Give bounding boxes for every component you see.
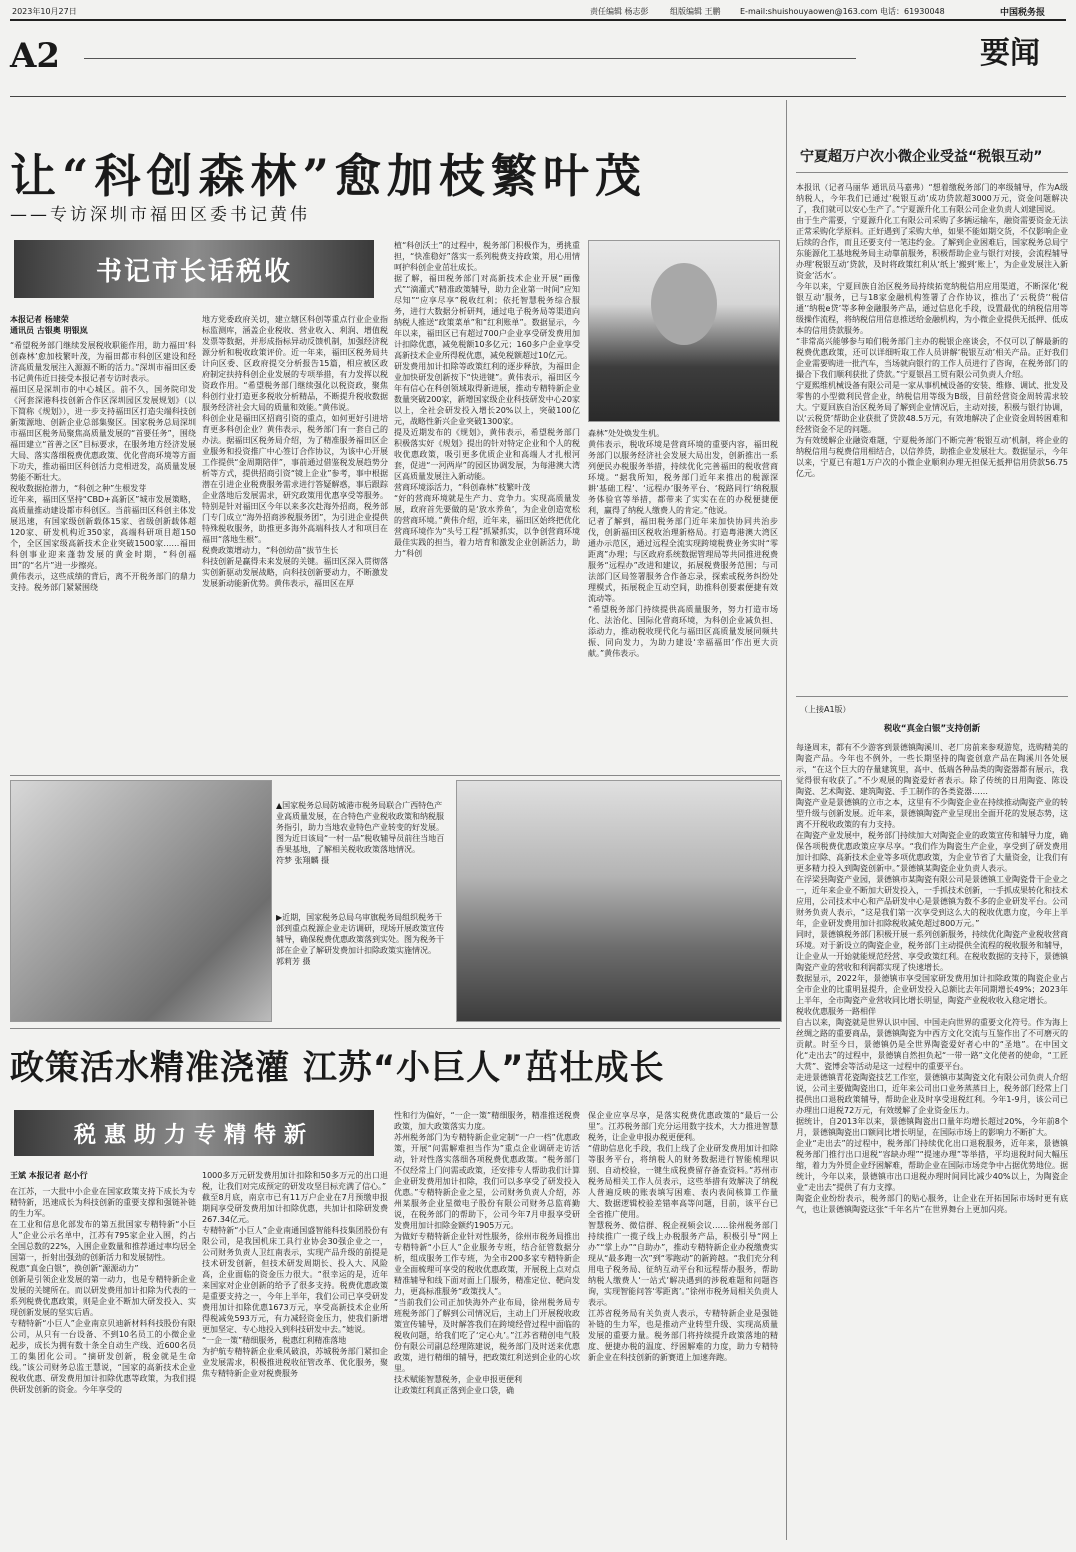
lead-column-4: 森林”处处焕发生机。 黄伟表示，税收环境是营商环境的重要内容，福田税务部门以服务经济社会发展大局出发，创新推出一系列便民办税服务举措，持续优化完善福田的税收营商环境。“据我所知，税务部门近年来推出的税源深耕‘基础工程’、‘远程办’服务平台、‘税路同行’纳税服务体验官等举措，都带来了实实在在的办税便捷便利，赢得了纳税人缴费人的肯定。”他说。 记者了解到，福田税务部门近年来加快协同共治步伐，创新福田区税收治理新格局。打造粤港澳大湾区通办示范区，通过远程全流实现跨境税费业务实时“零距离”办理；与区政府系统数据管理局等共同推进税费服务“远程办”改进和建议，拓展税费服务范围；与司法部门区局签署服务合作备忘录，探索或税务纠纷处理模式，拓展税企互动空间，助推科创要素便捷有效流动等。 “希望税务部门持续提供高质量服务，努力打造市场化、法治化、国际化营商环境，为科创企业减负担、添动力，推动税收现代化与福田区高质量发展同频共振、同向发力，为助力建设‘幸福福田’作出更大贡献。”黄伟表示。 bbox=[588, 429, 778, 658]
page-number-rule bbox=[84, 58, 856, 59]
second-byline: 王斌 本报记者 赵小行 bbox=[10, 1171, 88, 1180]
photo-rule-bottom bbox=[10, 1028, 780, 1029]
photo-left bbox=[10, 780, 272, 1022]
second-column-3: 性和行为偏好，“一企一策”精细服务，精准推送税费政策，加大政策落实力度。 苏州税务部门为专精特新企业定制“一户一档”优惠政策，开展“问需解难担当作为”重点企业调研走访活动，针对性落实落细各项税费优惠政策。“税务部门不仅经常上门问需或政策，还安排专人帮助我们计算企业研发费用加计扣除，我们可以多享受了研发投入优惠。”专精特新企业之星，公司财务负责人介绍，苏州某服务企业星微电子股份有限公司财务总监蒋勤说，在税务部门的帮助下，公司今年7月申报享受研发费用加计扣除金额约1905万元。 为做好专精特新企业针对性服务，徐州市税务局推出专精特新“小巨人”企业服务专班，结合征管数据分析，组成服务工作专班，为全市200多家专精特新企业全面梳理可享受的税收优惠政策，开展税上点对点精准辅导和线下面对面上门服务，精准定位、靶向发力，更高标准服务“政策找人”。 “当前我们公司正加快海外产业布局，徐州税务局专班税务部门了解到公司情况后，主动上门开展税收政策宣传辅导，及时解答我们在跨境经营过程中面临的税收问题，给我们吃了‘定心丸’。”江苏省精创电气股份有限公司副总经理陈建说，税务部门及时送来优惠政策，进行精细的辅导，把政策红利送到企业的心坎里。 技术赋能智慧税务，企业申报更便利 让政策红利真正落到企业口袋，确 bbox=[394, 1111, 580, 1395]
right-bottom-body: 每逢周末，都有不少游客到景德镇陶溪川、老厂房前来参观游览，选购精美的陶瓷产品。今年也不例外，一些长期坚持的陶瓷创意产品在陶溪川各处展示，“在这个巨大的存量建筑里，高中、低端各种品类的陶瓷器都有展示，我觉得很有收获了。”不少观展的陶瓷爱好者表示。除了传统的日用陶瓷、陈设陶瓷、艺术陶瓷、建筑陶瓷、手工制作的各类瓷器…… 陶瓷产业是景德镇的立市之本，这里有不少陶瓷企业在持续推动陶瓷产业的转型升级与创新发展。近年来，景德镇陶瓷产业呈现出全面开花的发展态势，这离不开税收政策的有力支持。 在陶瓷产业发展中，税务部门持续加大对陶瓷企业的政策宣传和辅导力度，确保各项税费优惠政策应享尽享。“我们作为陶瓷生产企业，享受到了研发费用加计扣除、高新技术企业等多项优惠政策，为企业节省了大量资金，让我们有更多精力投入到陶瓷创新中。”景德镇某陶瓷企业负责人表示。 在浮梁县陶瓷产业园，景德镇市某陶瓷有限公司是景德镇工业陶瓷骨干企业之一，近年来企业不断加大研发投入，一手抓技术创新，一手抓成果转化和技术应用，公司技术中心和产品研发中心是景德镇为数不多的企业研发平台。公司财务负责人表示，“这是我们第一次享受到这么大的税收优惠力度，今年上半年，企业研发费用加计扣除税收减免超过800万元。” 同时，景德镇税务部门积极开展一系列创新服务，持续优化陶瓷产业税收营商环境。对于新设立的陶瓷企业，税务部门主动提供全流程的税收服务和辅导，让企业从一开始就能规范经营、享受政策红利。在税收数据的支持下，景德镇陶瓷产业的营收和利润都实现了快速增长。 数据显示，2022年，景德镇市享受国家研发费用加计扣除政策的陶瓷企业占全市企业的比重明显提升，企业研发投入总额比去年同期增长49%；2023年上半年，全市陶瓷产业营收同比增长明显，陶瓷产业税收收入稳定增长。 税收优惠服务一路相伴 自古以来，陶瓷就是世界认识中国、中国走向世界的重要文化符号。作为海上丝绸之路的重要商品，景德镇陶瓷为中西方文化交流与互鉴作出了不可磨灭的贡献。时至今日，景德镇仍是全世界陶瓷爱好者心中的“圣地”。在中国文化“走出去”的过程中，景德镇自然担负起“一带一路”文化使者的使命，“工匠大赏”、瓷博会等活动是这一过程中的重要平台。 走进景德镇青花瓷陶瓷技艺工作室，景德镇市某陶瓷文化有限公司负责人介绍说，公司主要做陶瓷出口，近年来公司出口业务蒸蒸日上，税务部门经常上门提供出口退税政策辅导，帮助企业及时享受退税红利。今年1-9月，该公司已办理出口退税72万元，有效缓解了企业资金压力。 据统计，自2013年以来，景德镇陶瓷出口量年均增长超过20%，今年前8个月，景德镇陶瓷出口额同比增长明显，在国际市场上的影响力不断扩大。 企业“走出去”的过程中，税务部门持续优化出口退税服务，近年来，景德镇税务部门推行出口退税“容缺办理”“提速办理”等举措，平均退税时间大幅压缩，着力为外贸企业纾困解难，帮助企业在国际市场竞争中占据优势地位。据统计，今年以来，景德镇市出口退税办理时间同比减少40%以上，为陶瓷企业“走出去”提供了有力支撑。 陶瓷企业纷纷表示，税务部门的贴心服务，让企业在开拓国际市场时更有底气，也让景德镇陶瓷这张“千年名片”在世界舞台上更加闪亮。 bbox=[796, 743, 1068, 1214]
header-date: 2023年10月27日 bbox=[12, 7, 77, 16]
lead-headline: 让“科创森林”愈加枝繁叶茂 bbox=[10, 149, 647, 203]
right-mid-rule bbox=[796, 696, 1068, 697]
header-layout-editor: 组版编辑 王鹏 bbox=[670, 7, 721, 16]
continued-from: （上接A1版） bbox=[800, 705, 851, 714]
header-editor: 责任编辑 杨志彭 bbox=[590, 7, 649, 16]
second-column-banner-text: 税惠助力专精特新 bbox=[73, 1121, 314, 1148]
lead-byline: 本报记者 杨建荣 通讯员 古银奥 明银岚 bbox=[10, 315, 88, 335]
lead-column-2: 地方党委政府关切，建立辖区科创等重点行业企业指标监测库，涵盖企业税收、营业收入、利润、增值税发票等数据，并形成指标异动反馈机制，加强经济税源分析和税收政策评价。近一年来，福田区税务局共计向区委、区政府提交分析报告15篇，相应被区政府制定扶持科创企业发展的专项举措，有力发挥以税资政作用。“希望税务部门继续强化以税资政，聚焦科创行业打造更多税收分析精品，不断提升税收数据服务经济社会大局的质量和效能。”黄伟说。 科创企业是福田区招商引资的重点，如何更好引进培育更多科创企业？黄伟表示，税务部门有一套自己的办法。据福田区税务局介绍，为了精准服务福田区企业服务和投资推广中心签订合作协议，为该中心开展工作提供“金周期陪伴”，事前通过借鉴税发展趋势分析等方式，提供招商引资“镜上企业”参考，事中根据潜在引进企业税费服务需求进行答疑解惑，事后跟踪企业落地后发展需求，研究政策用优惠享受等服务。特别是针对福田区今年以来多次赴海外招商，税务部门专门成立“海外招商涉税服务团”，为引进企业提供特殊税收服务，助推更多海外高端科技人才和项目在福田“落地生根”。 税费政策增动力，“科创幼苗”拔节生长 科技创新是赢得未来发展的关键。福田区深入贯彻落实创新驱动发展战略，向科技创新要动力，不断激发发展新动能新优势。黄伟表示，福田区在厚 bbox=[202, 315, 388, 588]
section-title: 要闻 bbox=[980, 36, 1040, 71]
portrait-photo bbox=[588, 240, 780, 422]
lead-column-banner-text: 书记市长话税收 bbox=[95, 256, 292, 287]
paper-name: 中国税务报 bbox=[1000, 8, 1046, 18]
header-phone: 电话：61930048 bbox=[880, 7, 945, 16]
lead-column-1: “希望税务部门继续发展税收职能作用，助力福田‘科创森林’愈加枝繁叶茂，为福田都市科创区建设和经济高质量发展注入源源不断的活力。”深圳市福田区委书记黄伟近日接受本报记者专访时表示。 福田区是深圳市的中心城区。前不久，国务院印发《河套深港科技创新合作区深圳园区发展规划》（以下简称《规划》），进一步支持福田区打造尖端科技创新策源地、创新企业总部集聚区。国家税务总局深圳市福田区税务局聚焦高质量发展的“首要任务”，围绕福田建立“首善之区”目标要求，在服务地方经济发展大局、落实落细税费优惠政策、优化营商环境等方面下功夫，推动福田区科创活力竞相迸发，高质量发展势能不断壮大。 税收数据抢潜力，“科创之种”生根发芽 近年来，福田区坚持“CBD+高新区”城市发展策略，高质量推动建设都市科创区。当前福田区科创主体发展迅速，有国家级创新载体15家、省级创新载体超120家、研发机构近350家，高端科研项目超150个，全区国家级高新技术企业突破1500家……福田科创事业迎来蓬勃发展的黄金时期，“科创福田”的“名片”进一步擦亮。 黄伟表示，这些成绩的背后，离不开税务部门的鼎力支持。税务部门紧紧围绕 bbox=[10, 341, 196, 592]
header-rule bbox=[10, 19, 1066, 21]
right-bottom-heading: 税收“真金白银”支持创新 bbox=[883, 724, 981, 734]
page-number: A2 bbox=[10, 36, 61, 76]
lead-subtitle: ——专访深圳市福田区委书记黄伟 bbox=[10, 205, 310, 225]
second-column-banner bbox=[14, 1110, 374, 1156]
second-column-1: 在江苏，一大批中小企业在国家政策支持下成长为专精特新，迅速成长为科技创新的重要支撑和强链补链的生力军。 在工业和信息化部发布的第五批国家专精特新“小巨人”企业公示名单中，江苏有795家企业入围，约占全国总数的22%，入围企业数量和推荐通过率均居全国第一，折射出强劲的创新活力和发展韧性。 税惠“真金白银”，换创新“源源动力” 创新是引领企业发展的第一动力，也是专精特新企业发展的关键所在。而以研发费用加计扣除为代表的一系列税费优惠政策，则是企业不断加大研发投入、实现创新发展的坚实后盾。 专精特新“小巨人”企业南京贝迪新材料科技股份有限公司，从只有一台设备、不到10名员工的小微企业起步，成长为拥有数十条全自动生产线、近600名员工的集团化公司。“摘研发创新，税金就是生命线。”该公司财务总监王慧说，“国家的高新技术企业税收优惠、研发费用加计扣除优惠等政策，为我们提供研发创新的资金。今年享受的 bbox=[10, 1187, 196, 1394]
photo-caption-1: ▲国家税务总局防城港市税务局联合广西特色产业高质量发展，在合特色产业税收政策和纳税服务指引，助力当地农业特色产业转变的好发展。图为近日该局“一村一品”税收辅导员前往当地百香果基地，了解相关税收政策落地情况。 符梦 张翔麟 摄 bbox=[276, 801, 445, 865]
portrait-face bbox=[651, 263, 717, 345]
right-top-rule bbox=[796, 172, 1068, 173]
second-column-4: 保企业应享尽享，是落实税费优惠政策的“最后一公里”。江苏税务部门充分运用数字技术，大力推进智慧税务，让企业申报办税更便利。 “借助信息化手段，我们上线了企业研发费用加计扣除等服务平台，将纳税人的财务数据进行智能梳理识别、自动校验，一键生成税费留存备查资料。”苏州市税务局相关工作人员表示，这些举措有效解决了纳税人普遍反映的账表填写困难、表内表间核算工作量大、数据逻辑校验差错率高等问题，目前，该平台已全省推广使用。 智慧税务、微信群、税企视频会议……徐州税务部门持续推广一揽子线上办税服务产品，积极引导“网上办”“掌上办”“自助办”，推动专精特新企业办税缴费实现从“最多跑一次”到“零跑动”的新跨越。“我们充分利用电子税务局、征纳互动平台和远程帮办服务，帮助纳税人缴费人‘一站式’解决遇到的涉税难题和问题咨询，实现智能问答‘零距离’。”徐州市税务局相关负责人表示。 江苏省税务局有关负责人表示，专精特新企业是强链补链的生力军，也是推动产业转型升级、实现高质量发展的重要力量。税务部门将持续提升政策落地的精度、便捷办税的温度、纾困解难的力度，助力专精特新企业在科技创新的新赛道上加速奔跑。 bbox=[588, 1111, 778, 1362]
header-email: E-mail:shuishouyaowen@163.com bbox=[740, 7, 878, 16]
lead-column-3: 植“科创沃土”的过程中，税务部门积极作为，勇挑重担，“快准稳好”落实一系列税费支持政策，用心用情呵护科创企业茁壮成长。 据了解，福田税务部门对高新技术企业开展“画像式”“滴灌式”精准政策辅导，助力企业第一时间“应知尽知”“应享尽享”税收红利；依托智慧税务综合服务，进行大数据分析研判，通过电子税务局等渠道向纳税人推送“政策菜单”和“红利账单”。数据显示，今年以来，福田区已有超过700户企业享受研发费用加计扣除优惠，减免税额10多亿元；160多户企业享受高新技术企业所得税优惠，减免税额超过10亿元。 研发费用加计扣除等政策红利的逐步释放，为福田企业加快研发创新按下“快进键”。黄伟表示，福田区今年有信心在科创领域取得新进展，推动专精特新企业数量突破200家，新增国家级企业科技研发中心20家以上，全社会研发投入增长20%以上，突破100亿元，战略性新兴企业突破1300家。 提及近期发布的《规划》，黄伟表示，希望税务部门积极落实好《规划》提出的针对特定企业和个人的税收优惠政策，吸引更多优质企业和高端人才扎根河套，促进“一河两岸”的园区协调发展，为每港澳大湾区高质量发展注入新动能。 营商环境添活力，“科创森林”枝繁叶茂 “好的营商环境就是生产力、竞争力。实现高质量发展，政府首先要做的是‘放水养鱼’，为企业创造宽松的营商环境。”黄伟介绍，近年来，福田区始终把优化营商环境作为“头号工程”抓紧抓实，以争创营商环境最佳实践的担当，着力培育和激发企业创新活力，助力“科创 bbox=[394, 241, 580, 558]
right-top-headline: 宁夏超万户次小微企业受益“税银互动” bbox=[800, 149, 1043, 165]
second-headline: 政策活水精准浇灌 江苏“小巨人”茁壮成长 bbox=[10, 1048, 665, 1088]
photo-right bbox=[456, 780, 782, 1022]
right-top-body: 本报讯（记者马丽华 通讯员马嘉弗）“想着缴税务部门的率级辅导，作为A级纳税人，今年我们已通过‘税银互动’成功贷款超3000万元，资金问题解决了，我们就可以安心生产了。”宁夏源升化工有限公司企业负责人刘建国说。 由于生产需要，宁夏源升化工有限公司采购了多辆运输车，融资需要资金无法正常采购化学原料。正好遇到了采购大单，如果不能如期交货，不仅影响企业后续的合作，而且还要支付一笔违约金。了解到企业困难后，国家税务总局宁东能源化工基地税务局主动靠前服务，积极帮助企业与银行对接，会流程辅导办理‘税银互动’贷款，及时将政策红利从‘纸上’搬到‘账上’，为企业发展注入新资金‘活水’。 今年以来，宁夏回族自治区税务局持续拓宽纳税信用应用渠道，不断深化‘税银互动’服务，已与18家金融机构签署了合作协议，推出了‘云税贷’‘税信通’‘纳税e贷’等多种金融服务产品，通过信息化手段，设置最优的纳税信用等级操作流程，将纳税信用信息推送给金融机构，为小微企业提供无抵押、低成本的信用贷款服务。 “非常高兴能够参与咱们税务部门主办的税银企座谈会，不仅可以了解最新的税费优惠政策，还可以详细听取工作人员讲解‘税银互动’相关产品。正好我们企业需要购进一批汽车，当场就向银行的工作人员进行了咨询，在税务部门的撮合下我们顺利获批了贷款。”宁夏银昌工贸有限公司负责人介绍。 宁夏熙维机械设备有限公司是一家从事机械设备的安装、维修、调试、批发及零售的小型微利民营企业，纳税信用等级为B级，目前经营资金周转需求较大。宁夏回族自治区税务局了解到企业情况后，主动对接，积极与银行协调，以‘云税贷’帮助企业获批了贷款48.5万元，有效地解决了企业资金周转困难和经营资金不足的问题。 为有效缓解企业融资难题，宁夏税务部门不断完善‘税银互动’机制，将企业的纳税信用与税费信用相结合，以信养贷，助推企业发展壮大。数据显示，今年以来，宁夏已有超1万户次的小微企业顺利办理无担保无抵押信用贷款56.75亿元。 bbox=[796, 183, 1068, 478]
right-column-divider bbox=[786, 100, 787, 1540]
lead-column-banner bbox=[14, 240, 374, 298]
second-column-2: 1000多万元研发费用加计扣除和50多万元的出口退税，让我们对完成预定的研发攻坚目标充满了信心。” 截至8月底，南京市已有11万户企业在7月预缴申报期间享受研发费用加计扣除优惠，共加计扣除研发费267.34亿元。 专精特新“小巨人”企业南通国盛智能科技集团股份有限公司，是我国机床工具行业协会30强企业之一，公司财务负责人卫红南表示，实现产品升级的前提是技术研发创新，但技术研发周期长、投入大、风险高，企业面临的资金压力很大。“很幸运的是，近年来国家对企业创新的给予了很多支持。税费优惠政策是重要支持之一，今年上半年，我们公司已享受研发费用加计扣除优惠1673万元，享受高新技术企业所得税减免593万元，有力减轻资金压力，使我们新增更加坚定、专心地投入到科技研发中去。”她说。 “一企一策”精细服务，税惠红利精准落地 为护航专精特新企业乘风破浪，苏城税务部门紧扣企业发展需求，积极推进税收征管改革、优化服务，聚焦专精特新企业对税费服务 bbox=[202, 1171, 388, 1378]
section-rule bbox=[10, 96, 1066, 97]
photo-caption-2: ▶近期，国家税务总局乌审旗税务局组织税务干部到重点税源企业走访调研，现场开展政策宣传辅导，确保税费优惠政策落到实处。图为税务干部在企业了解研发费加计扣除政策实施情况。 郭莉芳 摄 bbox=[276, 913, 444, 966]
photo-rule-top bbox=[10, 775, 780, 776]
